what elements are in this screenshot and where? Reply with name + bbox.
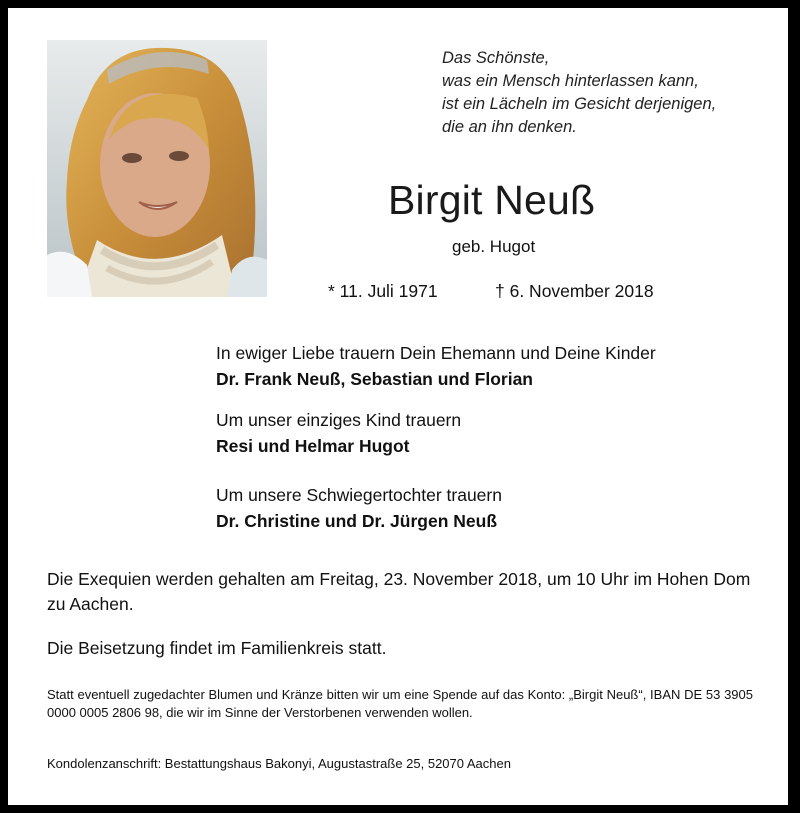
mourner-intro: In ewiger Liebe trauern Dein Ehemann und Deine Kinder [216, 343, 656, 363]
donation-notice: Statt eventuell zugedachter Blumen und Kränze bitten wir um eine Spende auf das Konto: „Birgit Neuß“, IBAN DE 53 3905 0000 0005 2806 98, die wir im Sinne der Verstorbenen verwenden wollen. [47, 687, 753, 720]
deceased-name: Birgit Neuß [388, 177, 596, 223]
birth-date: * 11. Juli 1971 [328, 281, 438, 301]
mourner-group [216, 407, 461, 459]
mourner-names: Dr. Christine und Dr. Jürgen Neuß [216, 511, 498, 531]
mourner-intro: Um unser einziges Kind trauern [216, 410, 462, 430]
burial-notice: Die Beisetzung findet im Familienkreis statt. [47, 638, 387, 658]
quote-line: die an ihn denken. [442, 118, 577, 136]
memorial-quote [442, 47, 716, 139]
mourner-names: Dr. Frank Neuß, Sebastian und Florian [216, 369, 533, 389]
mourner-names: Resi und Helmar Hugot [216, 436, 410, 456]
mourner-group [216, 482, 502, 534]
portrait-photo [47, 40, 267, 297]
funeral-mass-notice: Die Exequien werden gehalten am Freitag, 23. November 2018, um 10 Uhr im Hohen Dom zu Aachen. [47, 569, 751, 614]
mourner-group [216, 340, 656, 392]
condolence-address: Kondolenzanschrift: Bestattungshaus Bakonyi, Augustastraße 25, 52070 Aachen [47, 756, 511, 771]
quote-line: was ein Mensch hinterlassen kann, [442, 72, 699, 90]
death-date: † 6. November 2018 [495, 281, 654, 301]
mourner-intro: Um unsere Schwiegertochter trauern [216, 485, 502, 505]
obituary-card [8, 8, 788, 805]
quote-line: ist ein Lächeln im Gesicht derjenigen, [442, 95, 717, 113]
quote-line: Das Schönste, [442, 49, 550, 67]
maiden-name: geb. Hugot [452, 237, 536, 256]
